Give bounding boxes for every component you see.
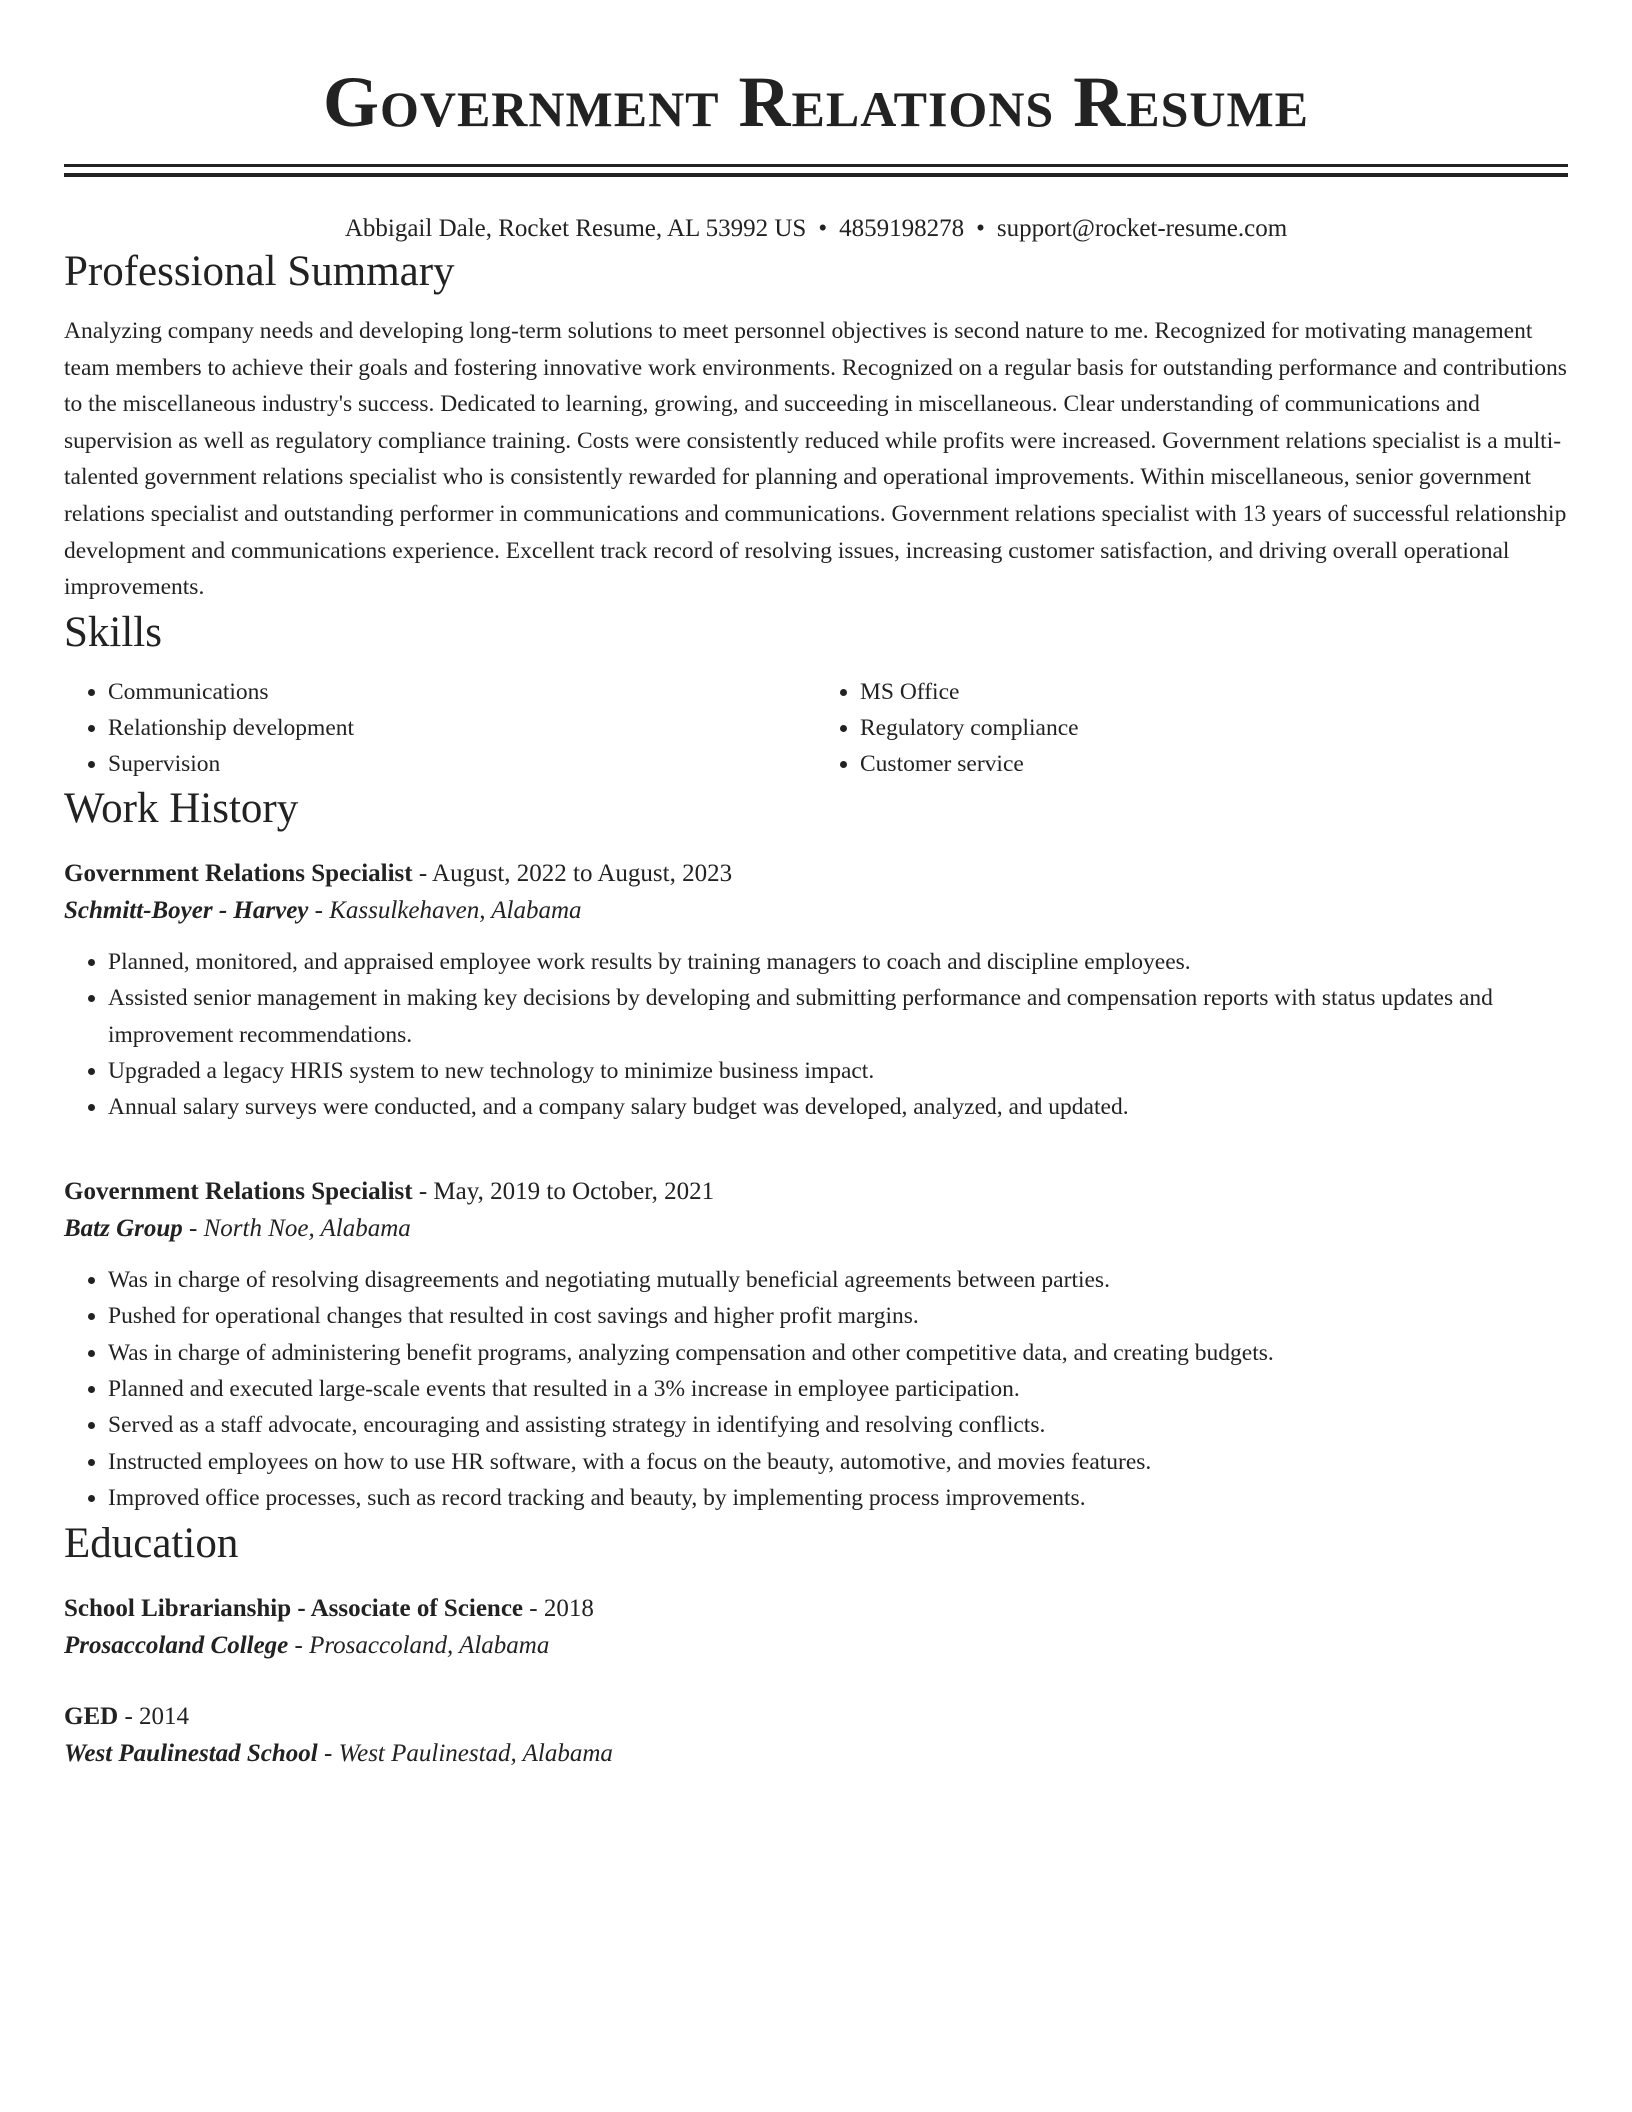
job-bullet: • Upgraded a legacy HRIS system to new technology to minimize business impact. [108, 1053, 1568, 1089]
skills-section [64, 606, 1568, 782]
work-history-heading: Work History [64, 784, 299, 832]
job-location: - North Noe, Alabama [182, 1214, 411, 1242]
skill-item: • Relationship development [108, 710, 816, 746]
professional-summary-section [64, 245, 1568, 606]
job-bullet: • Improved office processes, such as record tracking and beauty, by implementing process improvements. [108, 1480, 1568, 1516]
contact-address: Abbigail Dale, Rocket Resume, AL 53992 US [344, 215, 807, 242]
job-dates: - August, 2022 to August, 2023 [412, 859, 733, 887]
job-dates: - May, 2019 to October, 2021 [412, 1177, 715, 1205]
skills-column-right [816, 674, 1568, 782]
education-heading: Education [64, 1519, 239, 1567]
skill-item: • Customer service [860, 746, 1568, 782]
education-header [64, 1699, 1568, 1735]
job-bullet: • Annual salary surveys were conducted, and a company salary budget was developed, analyzed, and updated. [108, 1089, 1568, 1125]
job-employer [64, 1210, 1568, 1248]
job-header [64, 1174, 1568, 1210]
skills-column-left [64, 674, 816, 782]
skill-item: • Supervision [108, 746, 816, 782]
education-school: West Paulinestad School [64, 1739, 318, 1767]
resume-title: Government Relations Resume [322, 62, 1310, 142]
job-bullet: • Assisted senior management in making key decisions by developing and submitting performance and compensation reports with status updates and improvement recommendations. [108, 980, 1568, 1053]
summary-heading: Professional Summary [64, 248, 455, 295]
job-role: Government Relations Specialist [64, 1177, 413, 1205]
skill-item: • Communications [108, 674, 816, 710]
job-bullets [64, 944, 1568, 1126]
education-header [64, 1591, 1568, 1627]
job-bullet: • Planned and executed large-scale events that resulted in a 3% increase in employee participation. [108, 1371, 1568, 1407]
job-bullet: • Planned, monitored, and appraised employee work results by training managers to coach and discipline employees. [108, 944, 1568, 980]
contact-phone: 4859198278 [839, 215, 965, 242]
work-history-section [64, 782, 1568, 1517]
education-institution [64, 1735, 1568, 1773]
education-location: - Prosaccoland, Alabama [288, 1631, 550, 1659]
job-bullet: • Served as a staff advocate, encouraging and assisting strategy in identifying and resolving conflicts. [108, 1407, 1568, 1443]
job-entry [64, 856, 1568, 1126]
skills-heading: Skills [64, 608, 162, 656]
education-section [64, 1517, 1568, 1773]
education-year: - 2014 [118, 1702, 190, 1730]
skill-item: • Regulatory compliance [860, 710, 1568, 746]
education-entry [64, 1699, 1568, 1773]
skills-grid [64, 674, 1568, 782]
contact-email: support@rocket-resume.com [996, 215, 1288, 242]
education-year: - 2018 [523, 1594, 594, 1622]
job-location: - Kassulkehaven, Alabama [308, 896, 582, 924]
job-bullet: • Instructed employees on how to use HR software, with a focus on the beauty, automotive, and movies features. [108, 1444, 1568, 1480]
job-bullet: • Was in charge of administering benefit programs, analyzing compensation and other competitive data, and creating budgets. [108, 1335, 1568, 1371]
job-bullets [64, 1262, 1568, 1517]
job-bullet: • Was in charge of resolving disagreements and negotiating mutually beneficial agreements between parties. [108, 1262, 1568, 1298]
education-location: - West Paulinestad, Alabama [317, 1739, 613, 1767]
title-divider-top [64, 164, 1568, 167]
job-entry [64, 1174, 1568, 1517]
education-degree: School Librarianship - Associate of Science [64, 1594, 524, 1622]
summary-text: Analyzing company needs and developing long-term solutions to meet personnel objectives is second nature to me. Recognized for motivating management team members to achieve their goals and fostering innovative work environments. Recognized on a regular basis for outstanding performance and contributions to the miscellaneous industry's success. Dedicated to learning, growing, and succeeding in miscellaneous. Clear understanding of communications and supervision as well as regulatory compliance training. Costs were consistently reduced while profits were increased. Government relations specialist is a multi-talented government relations specialist who is consistently rewarded for planning and operational improvements. Within miscellaneous, senior government relations specialist and outstanding performer in communications and communications. Government relations specialist with 13 years of successful relationship development and communications experience. Excellent track record of resolving issues, increasing customer satisfaction, and driving overall operational improvements. [64, 318, 1567, 601]
contact-separator: • [818, 215, 828, 242]
job-company: Batz Group [64, 1214, 183, 1242]
skill-item: • MS Office [860, 674, 1568, 710]
title-divider-bottom [64, 173, 1568, 177]
contact-separator: • [976, 215, 985, 242]
job-employer [64, 892, 1568, 930]
job-role: Government Relations Specialist [64, 859, 413, 887]
job-company: Schmitt-Boyer - Harvey [64, 896, 309, 924]
education-entry [64, 1591, 1568, 1665]
education-degree: GED [64, 1702, 119, 1730]
contact-line [64, 213, 1568, 245]
job-bullet: • Pushed for operational changes that resulted in cost savings and higher profit margins. [108, 1298, 1568, 1334]
job-header [64, 856, 1568, 892]
education-school: Prosaccoland College [64, 1631, 289, 1659]
education-institution [64, 1627, 1568, 1665]
